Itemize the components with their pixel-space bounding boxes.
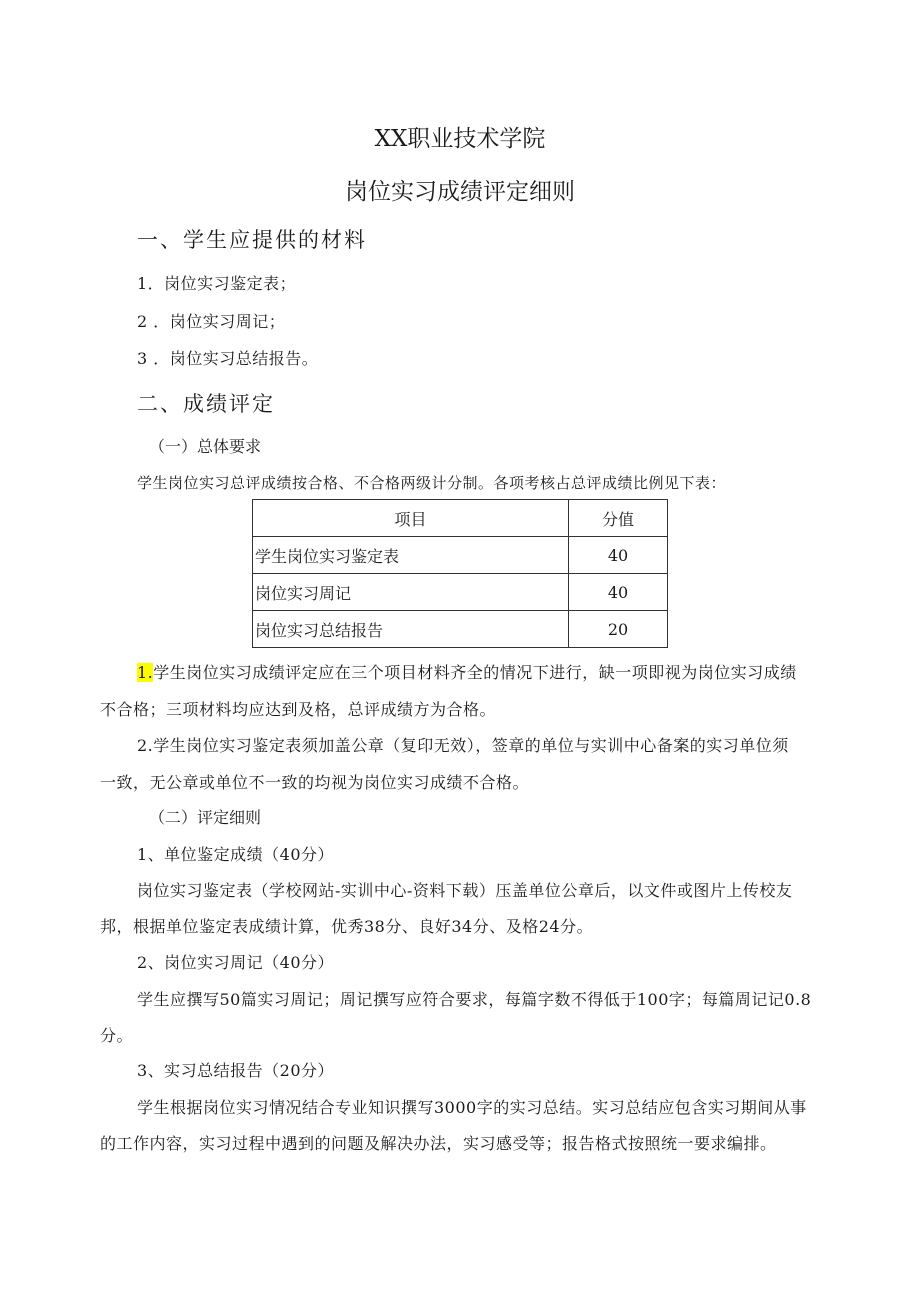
table-cell-item: 岗位实习总结报告 — [253, 611, 569, 648]
table-cell-item: 岗位实习周记 — [253, 574, 569, 611]
table-cell-score: 20 — [569, 611, 668, 648]
material-item-2: 2 ．岗位实习周记； — [137, 312, 286, 331]
table-header-row — [253, 500, 668, 537]
table-header-item: 项目 — [253, 500, 569, 537]
detail-1-line-1: 岗位实习鉴定表（学校网站-实训中心-资料下载）压盖单位公章后，以文件或图片上传校友 — [137, 881, 793, 900]
material-item-1: 1．岗位实习鉴定表； — [137, 274, 297, 293]
highlighted-number: 1. — [137, 663, 154, 682]
table-row — [253, 611, 668, 648]
table-cell-score: 40 — [569, 537, 668, 574]
detail-3-title: 3、实习总结报告（20分） — [137, 1061, 335, 1080]
table-cell-score: 40 — [569, 574, 668, 611]
score-table — [252, 499, 668, 648]
section1-heading: 一、学生应提供的材料 — [137, 228, 367, 252]
detail-1-line-2: 邦，根据单位鉴定表成绩计算，优秀38分、良好34分、及格24分。 — [100, 917, 594, 936]
detail-2-line-2: 分。 — [100, 1026, 134, 1045]
table-row — [253, 537, 668, 574]
document-title: XX职业技术学院 — [374, 126, 546, 152]
table-intro: 学生岗位实习总评成绩按合格、不合格两级计分制。各项考核占总评成绩比例见下表： — [137, 474, 727, 492]
detail-2-title: 2、岗位实习周记（40分） — [137, 953, 335, 972]
rule-1-text: 学生岗位实习成绩评定应在三个项目材料齐全的情况下进行，缺一项即视为岗位实习成绩 — [153, 663, 797, 682]
table-cell-item: 学生岗位实习鉴定表 — [253, 537, 569, 574]
detail-3-line-1: 学生根据岗位实习情况结合专业知识撰写3000字的实习总结。实习总结应包含实习期间从事 — [137, 1098, 807, 1117]
rule-2-line-1: 2.学生岗位实习鉴定表须加盖公章（复印无效），签章的单位与实训中心备案的实习单位须 — [137, 736, 789, 755]
rule-1-line-2: 不合格；三项材料均应达到及格，总评成绩方为合格。 — [100, 700, 497, 719]
subsection1-heading: （一）总体要求 — [149, 437, 262, 456]
rule-1-line-1 — [137, 660, 797, 683]
detail-3-line-2: 的工作内容，实习过程中遇到的问题及解决办法，实习感受等；报告格式按照统一要求编排。 — [100, 1134, 777, 1153]
table-row — [253, 574, 668, 611]
detail-2-line-1: 学生应撰写50篇实习周记；周记撰写应符合要求，每篇字数不得低于100字；每篇周记记0.8 — [137, 990, 812, 1009]
section2-heading: 二、成绩评定 — [137, 392, 275, 416]
rule-2-line-2: 一致，无公章或单位不一致的均视为岗位实习成绩不合格。 — [100, 773, 530, 792]
subsection2-heading: （二）评定细则 — [149, 808, 262, 827]
table-header-score: 分值 — [569, 500, 668, 537]
document-subtitle: 岗位实习成绩评定细则 — [345, 179, 575, 205]
material-item-3: 3 ．岗位实习总结报告。 — [137, 349, 319, 368]
detail-1-title: 1、单位鉴定成绩（40分） — [137, 845, 335, 864]
